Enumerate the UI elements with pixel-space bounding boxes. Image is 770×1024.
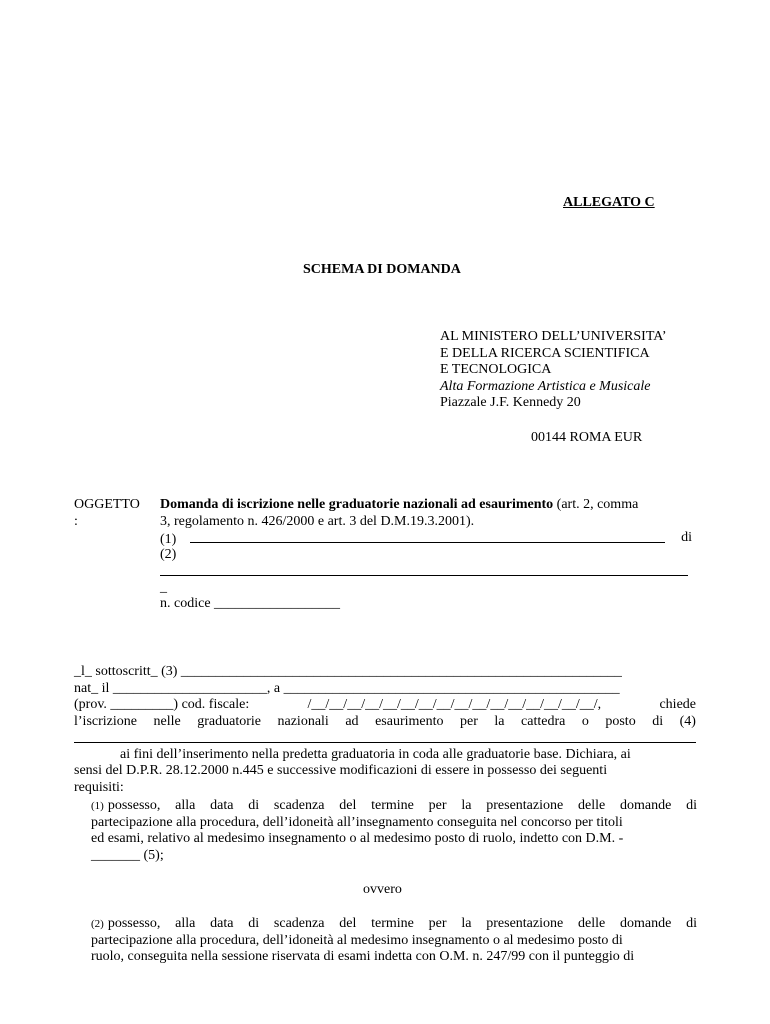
word: l’iscrizione xyxy=(74,713,137,729)
req-line: partecipazione alla procedura, dell’idoneità all’insegnamento conseguita nel concorso per titoli xyxy=(91,814,623,830)
word: per xyxy=(460,713,478,729)
word: di xyxy=(652,713,664,729)
oggetto-note-2: (2) xyxy=(160,546,177,562)
word: esaurimento xyxy=(375,713,444,729)
recipient-line: AL MINISTERO DELL’UNIVERSITA’ xyxy=(440,329,667,344)
req-line xyxy=(91,916,697,933)
oggetto-colon: : xyxy=(74,514,78,529)
word: cattedra xyxy=(521,713,566,729)
word: ad xyxy=(345,713,359,729)
req-line: partecipazione alla procedura, dell’idoneità al medesimo insegnamento o al medesimo posto di xyxy=(91,932,623,948)
word: nazionali xyxy=(277,713,329,729)
recipient-line: Alta Formazione Artistica e Musicale xyxy=(440,378,651,394)
word: la xyxy=(494,713,505,729)
prov-field: (prov. _________) cod. fiscale: xyxy=(74,697,250,712)
allegato-label: ALLEGATO C xyxy=(563,195,655,210)
oggetto-underscore: _ xyxy=(160,579,167,595)
word: (4) xyxy=(679,713,696,729)
request-paragraph xyxy=(74,664,696,796)
document-title: SCHEMA DI DOMANDA xyxy=(303,262,461,277)
oggetto-title: Domanda di iscrizione nelle graduatorie nazionali ad esaurimento xyxy=(160,497,554,512)
recipient-city: 00144 ROMA EUR xyxy=(531,430,643,445)
body-line-justified xyxy=(74,714,696,731)
req-number: (2) xyxy=(91,918,104,930)
fiscal-code-field: /__/__/__/__/__/__/__/__/__/__/__/__/__/__/__/__/, xyxy=(307,697,602,712)
body-line: _l_ sottoscritt_ (3) _______________________________________________________________ xyxy=(74,664,622,679)
oggetto-line: 3, regolamento n. 426/2000 e art. 3 del D.M.19.3.2001). xyxy=(160,513,475,529)
body-line: requisiti: xyxy=(74,779,124,795)
blank-field[interactable] xyxy=(74,730,696,743)
body-line: ai fini dell’inserimento nella predetta graduatoria in coda alle graduatorie base. Dichiara, ai xyxy=(120,746,631,762)
req-line xyxy=(91,798,697,815)
oggetto-note-1: (1) xyxy=(160,532,177,547)
recipient-line: Piazzale J.F. Kennedy 20 xyxy=(440,395,581,410)
ovvero-label: ovvero xyxy=(363,882,402,897)
oggetto-title-rest: (art. 2, comma xyxy=(553,497,639,512)
body-line: sensi del D.P.R. 28.12.2000 n.445 e successive modificazioni di essere in possesso dei seguenti xyxy=(74,763,608,778)
recipient-address xyxy=(440,329,667,412)
word: nelle xyxy=(153,713,181,729)
recipient-line: E DELLA RICERCA SCIENTIFICA xyxy=(440,345,650,361)
oggetto-codice: n. codice __________________ xyxy=(160,596,341,611)
body-line-fiscal xyxy=(74,697,696,714)
body-line-blank xyxy=(74,730,696,747)
oggetto-di: di xyxy=(681,530,692,545)
req-line: ed esami, relativo al medesimo insegnamento o al medesimo posto di ruolo, indetto con D.M. - xyxy=(91,831,624,846)
requirement-2 xyxy=(91,916,697,966)
req-line: _______ (5); xyxy=(91,847,164,863)
requirement-1 xyxy=(91,798,697,864)
blank-field[interactable] xyxy=(190,530,665,543)
word: o xyxy=(581,713,589,729)
req-line: ruolo, conseguita nella sessione riservata di esami indetta con O.M. n. 247/99 con il punteggio di xyxy=(91,949,635,964)
oggetto-title-line xyxy=(160,497,692,514)
oggetto-body xyxy=(160,497,692,613)
recipient-line: E TECNOLOGICA xyxy=(440,362,552,377)
word: posto xyxy=(605,713,636,729)
oggetto-fill-line-1 xyxy=(160,530,692,547)
req-text: possesso, alla data di scadenza del termine per la presentazione delle domande di xyxy=(107,798,697,813)
oggetto-label: OGGETTO xyxy=(74,497,140,512)
body-line: nat_ il ______________________, a ________________________________________________ xyxy=(74,680,620,696)
req-text: possesso, alla data di scadenza del termine per la presentazione delle domande di xyxy=(107,916,697,931)
req-number: (1) xyxy=(91,800,104,812)
chiede-word: chiede xyxy=(659,697,696,712)
blank-field[interactable] xyxy=(160,563,688,576)
word: graduatorie xyxy=(197,713,261,729)
oggetto-fill-line-2 xyxy=(160,563,692,580)
